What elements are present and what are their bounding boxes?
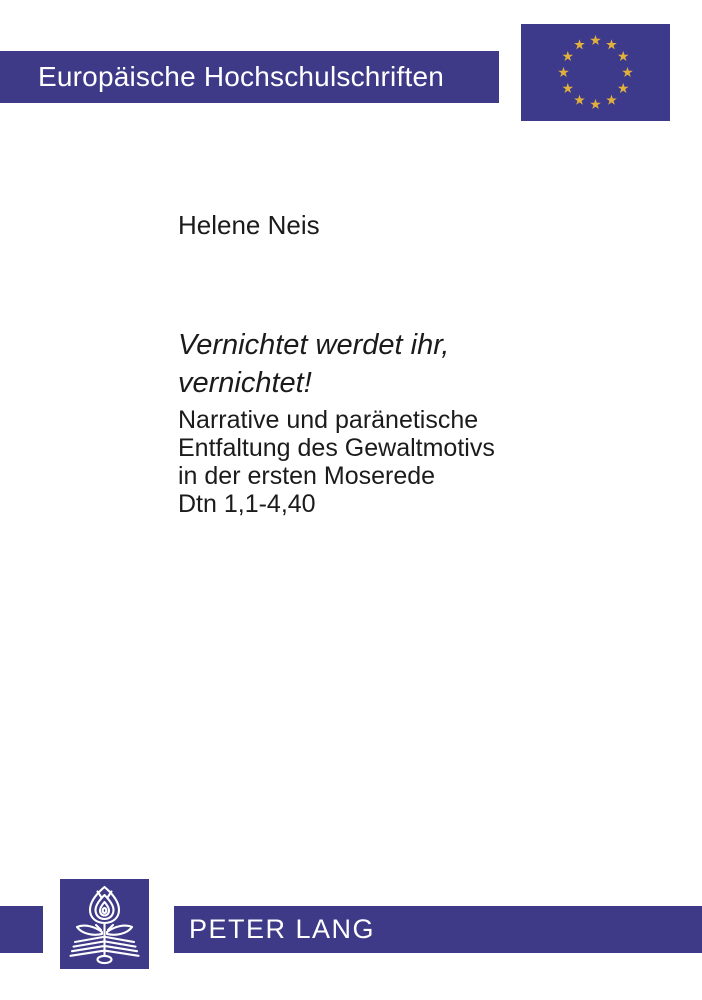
subtitle-line-2: Entfaltung des Gewaltmotivs [178,434,495,462]
publisher-name: PETER LANG [189,914,376,944]
title-line-2: vernichtet! [178,367,312,399]
series-title: Europäische Hochschulschriften [38,61,444,92]
peter-lang-logo-icon [60,879,149,969]
subtitle-line-4: Dtn 1,1-4,40 [178,490,316,518]
subtitle-line-3: in der ersten Moserede [178,462,436,490]
publisher-bar [174,906,702,953]
subtitle-line-1: Narrative und paränetische [178,406,479,434]
publisher-band-left-segment [0,906,43,953]
title-line-1: Vernichtet werdet ihr, [178,329,450,361]
author-name: Helene Neis [178,210,320,240]
book-subtitle [178,406,495,518]
book-title [178,326,449,402]
series-banner [0,51,499,103]
eu-flag-icon [521,24,670,121]
